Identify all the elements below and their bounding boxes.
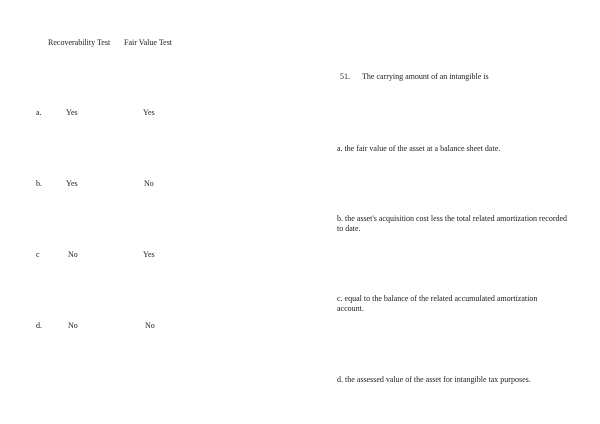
row-c-fair-value: Yes bbox=[143, 250, 155, 259]
row-d-recoverability: No bbox=[68, 321, 78, 330]
question-number: 51. bbox=[340, 72, 350, 81]
row-label-c: c bbox=[36, 250, 40, 259]
header-fair-value-test: Fair Value Test bbox=[124, 38, 173, 47]
option-b: b. the asset's acquisition cost less the total related amortization recorded to date. bbox=[337, 214, 568, 233]
row-b-recoverability: Yes bbox=[66, 179, 78, 188]
row-c-recoverability: No bbox=[68, 250, 78, 259]
row-label-a: a. bbox=[36, 108, 42, 117]
row-d-fair-value: No bbox=[145, 321, 155, 330]
row-a-recoverability: Yes bbox=[66, 108, 78, 117]
question-stem: The carrying amount of an intangible is bbox=[362, 72, 489, 81]
row-label-b: b. bbox=[36, 179, 42, 188]
header-recoverability-test: Recoverability Test bbox=[48, 38, 111, 47]
option-c: c. equal to the balance of the related accumulated amortization account. bbox=[337, 294, 538, 313]
row-a-fair-value: Yes bbox=[143, 108, 155, 117]
row-label-d: d. bbox=[36, 321, 42, 330]
option-a: a. the fair value of the asset at a balance sheet date. bbox=[337, 144, 501, 153]
row-b-fair-value: No bbox=[144, 179, 154, 188]
option-d: d. the assessed value of the asset for intangible tax purposes. bbox=[337, 375, 531, 384]
